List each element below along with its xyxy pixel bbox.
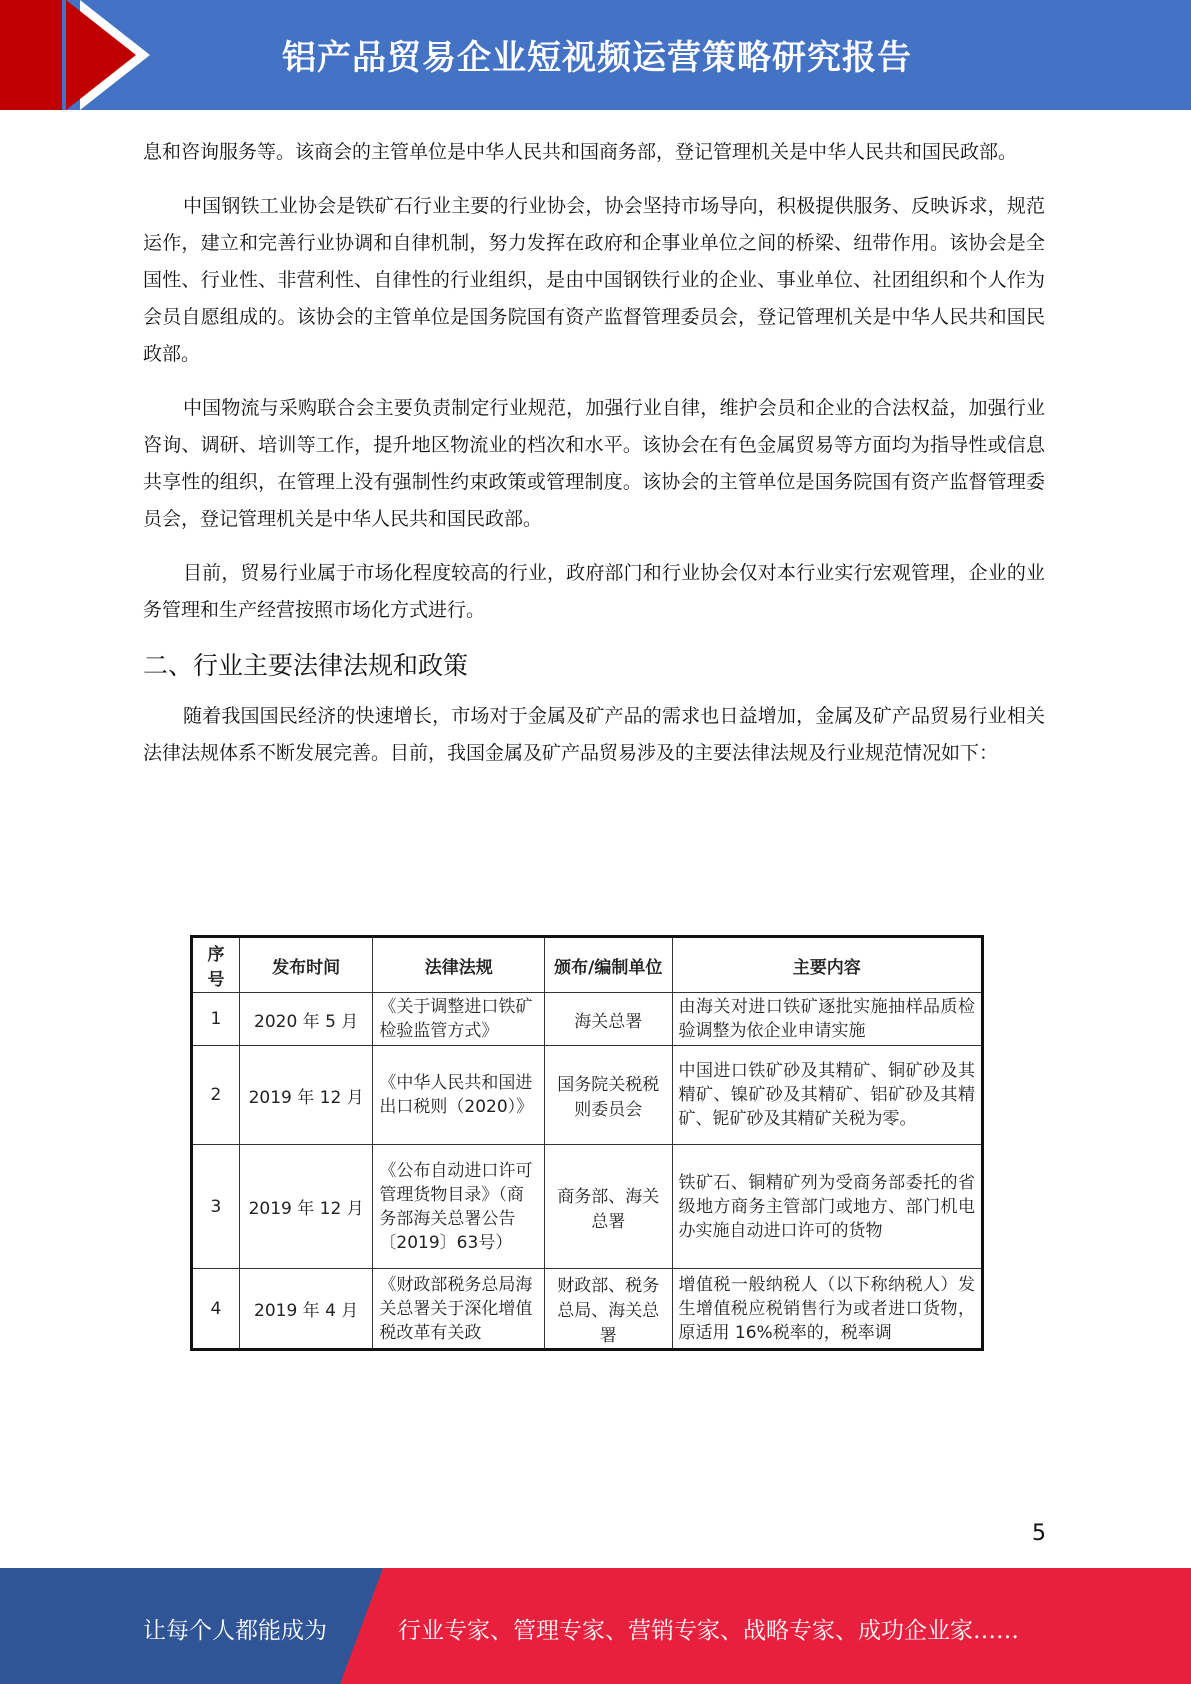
cell-date: 2019 年 12 月	[239, 1046, 373, 1145]
cell-index: 4	[192, 1269, 240, 1350]
cell-index: 1	[192, 993, 240, 1046]
cell-issuer: 海关总署	[544, 993, 672, 1046]
cell-content: 铁矿石、铜精矿列为受商务部委托的省级地方商务主管部门或地方、部门机电办实施自动进口许可的货物	[672, 1145, 983, 1269]
cell-content: 由海关对进口铁矿逐批实施抽样品质检验调整为依企业申请实施	[672, 993, 983, 1046]
cell-content: 中国进口铁矿砂及其精矿、铜矿砂及其精矿、镍矿砂及其精矿、铝矿砂及其精矿、铌矿砂及其精矿关税为零。	[672, 1046, 983, 1145]
paragraph: 中国钢铁工业协会是铁矿石行业主要的行业协会，协会坚持市场导向，积极提供服务、反映诉求，规范运作，建立和完善行业协调和自律机制，努力发挥在政府和企事业单位之间的桥梁、纽带作用。该协会是全国性、行业性、非营利性、自律性的行业组织，是由中国钢铁行业的企业、事业单位、社团组织和个人作为会员自愿组成的。该协会的主管单位是国务院国有资产监督管理委员会，登记管理机关是中华人民共和国民政部。	[143, 195, 1045, 365]
law-regulation-table	[190, 935, 984, 1351]
cell-index: 3	[192, 1145, 240, 1269]
header-red-chevron	[66, 0, 136, 110]
table-row	[192, 1046, 983, 1145]
header-red-block	[0, 0, 62, 110]
paragraph: 中国物流与采购联合会主要负责制定行业规范，加强行业自律，维护会员和企业的合法权益，加强行业咨询、调研、培训等工作，提升地区物流业的档次和水平。该协会在有色金属贸易等方面均为指导性或信息共享性的组织，在管理上没有强制性约束政策或管理制度。该协会的主管单位是国务院国有资产监督管理委员会，登记管理机关是中华人民共和国民政部。	[143, 397, 1045, 530]
page-header	[0, 0, 1191, 110]
footer-slogan-right: 行业专家、管理专家、营销专家、战略专家、成功企业家……	[398, 1618, 1019, 1644]
table-header-row	[192, 937, 983, 993]
table-row	[192, 1269, 983, 1350]
cell-date: 2019 年 12 月	[239, 1145, 373, 1269]
col-header-issuer: 颁布/编制单位	[544, 937, 672, 993]
cell-law: 《公布自动进口许可管理货物目录》（商务部海关总署公告〔2019〕63号）	[373, 1145, 545, 1269]
report-title: 铝产品贸易企业短视频运营策略研究报告	[282, 38, 912, 78]
table-row	[192, 993, 983, 1046]
col-header-content: 主要内容	[672, 937, 983, 993]
cell-law: 《中华人民共和国进出口税则（2020）》	[373, 1046, 545, 1145]
section-intro: 随着我国国民经济的快速增长，市场对于金属及矿产品的需求也日益增加，金属及矿产品贸易行业相关法律法规体系不断发展完善。目前，我国金属及矿产品贸易涉及的主要法律法规及行业规范情况如下：	[143, 705, 1045, 764]
cell-index: 2	[192, 1046, 240, 1145]
cell-issuer: 财政部、税务总局、海关总署	[544, 1269, 672, 1350]
col-header-date: 发布时间	[239, 937, 373, 993]
cell-law: 《关于调整进口铁矿检验监管方式》	[373, 993, 545, 1046]
cell-date: 2020 年 5 月	[239, 993, 373, 1046]
cell-content: 增值税一般纳税人（以下称纳税人）发生增值税应税销售行为或者进口货物，原适用 16%税率的，税率调	[672, 1269, 983, 1350]
footer-slogan-left: 让每个人都能成为	[143, 1618, 327, 1644]
paragraph: 息和咨询服务等。该商会的主管单位是中华人民共和国商务部，登记管理机关是中华人民共和国民政部。	[143, 141, 1018, 163]
page-number: 5	[1032, 1521, 1046, 1546]
col-header-index: 序号	[192, 937, 240, 993]
section-heading: 二、行业主要法律法规和政策	[143, 651, 469, 680]
body-content	[143, 134, 1045, 789]
cell-issuer: 国务院关税税则委员会	[544, 1046, 672, 1145]
cell-law: 《财政部税务总局海关总署关于深化增值税改革有关政	[373, 1269, 545, 1350]
table-row	[192, 1145, 983, 1269]
col-header-law: 法律法规	[373, 937, 545, 993]
cell-date: 2019 年 4 月	[239, 1269, 373, 1350]
paragraph: 目前，贸易行业属于市场化程度较高的行业，政府部门和行业协会仅对本行业实行宏观管理，企业的业务管理和生产经营按照市场化方式进行。	[143, 562, 1045, 621]
cell-issuer: 商务部、海关总署	[544, 1145, 672, 1269]
